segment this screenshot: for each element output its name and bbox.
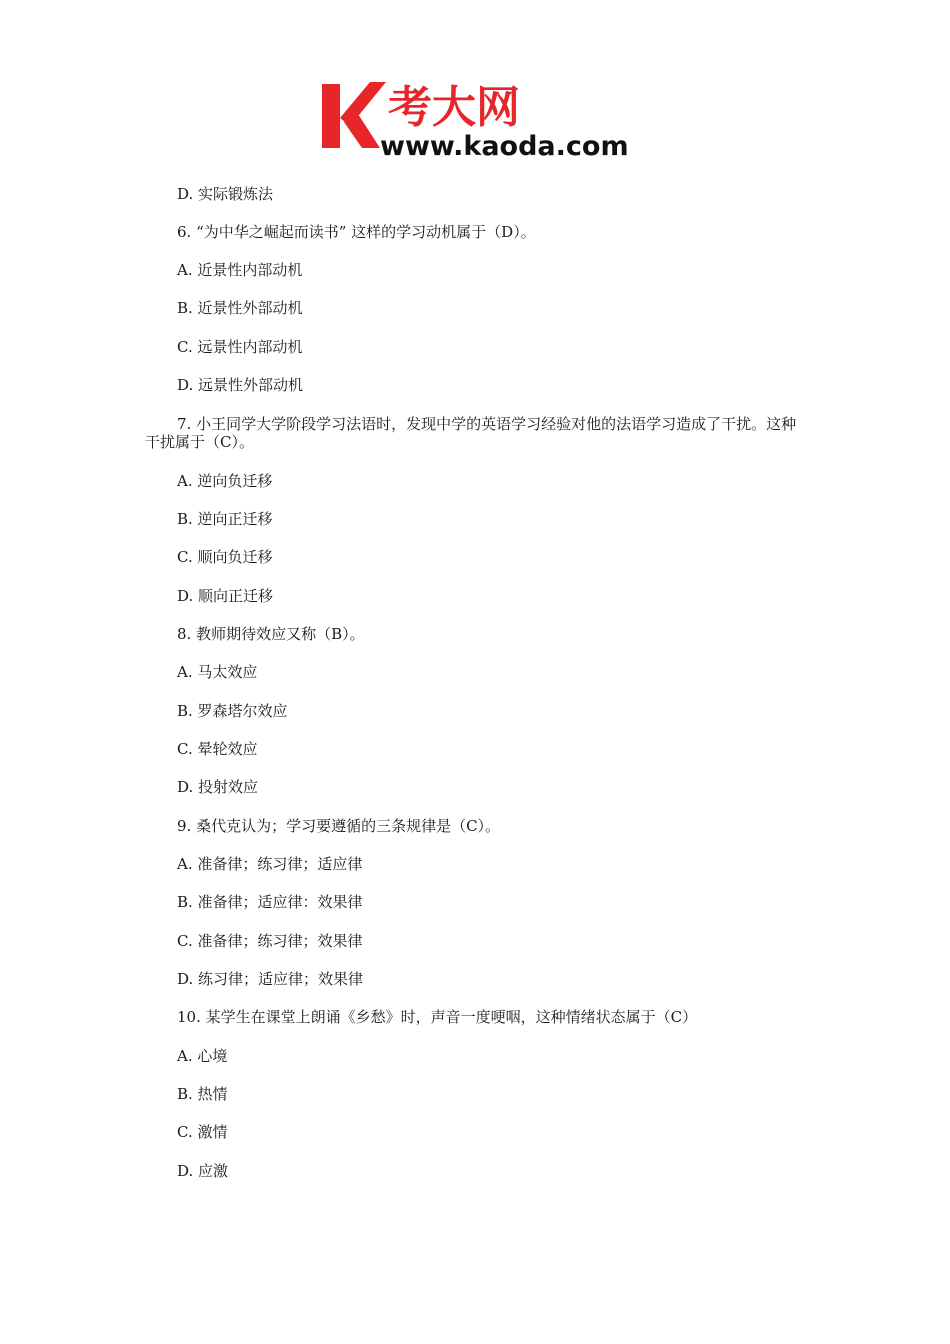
option-d-5: D. 实际锻炼法 [177,185,274,203]
option-b-7: B. 逆向正迁移 [177,510,273,528]
option-c-10: C. 激情 [177,1123,228,1141]
logo-brand-text: 考大网 [388,82,520,133]
option-a-7: A. 逆向负迁移 [177,472,273,490]
question-6: 6. “为中华之崛起而读书” 这样的学习动机属于（D）。 [177,223,536,241]
logo-url-text: www.kaoda.com [380,131,629,160]
option-d-8: D. 投射效应 [177,778,259,796]
option-d-10: D. 应激 [177,1162,229,1180]
option-b-6: B. 近景性外部动机 [177,299,303,317]
option-a-9: A. 准备律；练习律；适应律 [177,855,363,873]
option-b-8: B. 罗森塔尔效应 [177,702,288,720]
option-c-8: C. 晕轮效应 [177,740,258,758]
option-c-7: C. 顺向负迁移 [177,548,273,566]
option-a-8: A. 马太效应 [177,663,258,681]
option-b-9: B. 准备律；适应律：效果律 [177,893,363,911]
option-a-10: A. 心境 [177,1047,228,1065]
option-b-10: B. 热情 [177,1085,228,1103]
kaoda-logo-graphic [318,76,640,160]
question-7: 7. 小王同学大学阶段学习法语时，发现中学的英语学习经验对他的法语学习造成了干扰。这种干扰属于（C）。 [145,415,797,451]
question-9: 9. 桑代克认为；学习要遵循的三条规律是（C）。 [177,817,501,835]
option-d-9: D. 练习律；适应律；效果律 [177,970,364,988]
option-c-6: C. 远景性内部动机 [177,338,303,356]
question-8: 8. 教师期待效应又称（B）。 [177,625,365,643]
kaoda-logo [318,76,640,160]
option-d-6: D. 远景性外部动机 [177,376,304,394]
question-10: 10. 某学生在课堂上朗诵《乡愁》时，声音一度哽咽，这种情绪状态属于（C） [177,1008,698,1026]
option-d-7: D. 顺向正迁移 [177,587,274,605]
option-c-9: C. 准备律；练习律；效果律 [177,932,363,950]
option-a-6: A. 近景性内部动机 [177,261,303,279]
